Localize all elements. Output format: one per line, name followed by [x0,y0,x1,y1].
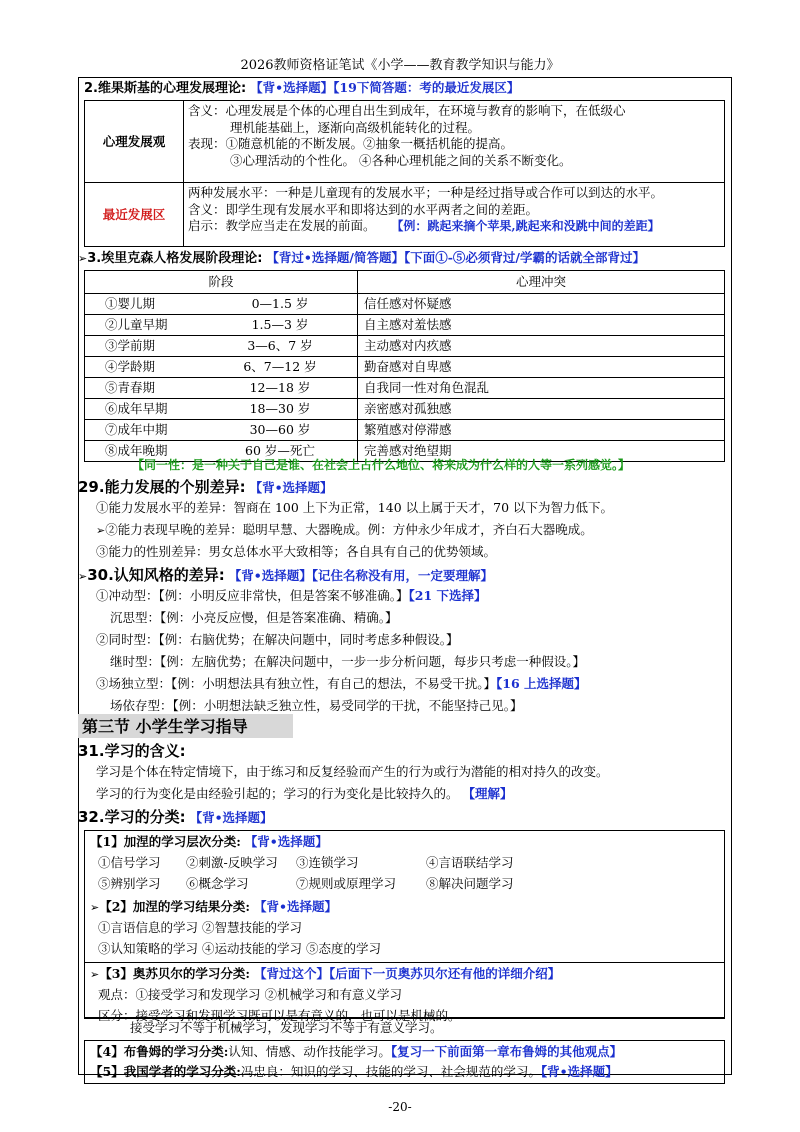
stage-name: ⑥成年早期 [105,401,168,417]
erikson-heading: ➢3.埃里克森人格发展阶段理论: 【背过•选择题/简答题】【下面①-⑤必须背过/学霸的话就全部背过】 [78,250,645,266]
stage-age: 6、7—12 岁 [243,359,317,375]
arrow-icon: ➢ [78,570,88,583]
ability-line-2: ➢②能力表现早晚的差异：聪明早慧、大器晚成。例：方仲永少年成才，齐白石大器晚成。 [96,522,593,537]
ausubel-line-1: 观点：①接受学习和发现学习 ②机械学习和有意义学习 [98,987,402,1002]
stage-cell [85,315,358,336]
dependent-line: 场依存型：【例：小明想法缺乏独立性，易受同学的干扰，不能坚持己见。】 [110,698,523,713]
divider [84,1018,725,1019]
table-row [85,315,725,336]
gagne1-item-5: ⑤辨别学习 [98,876,161,891]
learning-def-heading: 31.学习的含义: [78,742,186,760]
independent-line: ③场独立型：【例：小明想法具有独立性，有自己的想法，不易受干扰。】【16 上选择题】 [96,676,587,691]
ability-line-1: ①能力发展水平的差异：智商在 100 上下为正常，140 以上属于天才，70 以下为智力低下。 [96,500,614,515]
col-stage: 阶段 [85,271,358,294]
stage-name: ⑦成年中期 [105,422,168,438]
ausubel-heading: ➢【3】奥苏贝尔的学习分类: 【背过这个】【后面下一页奥苏贝尔还有他的详细介绍】 [90,966,561,981]
section-title: 第三节 小学生学习指导 [82,717,248,736]
stage-cell [85,336,358,357]
stage-name: ②儿童早期 [105,317,168,333]
learning-def-line-2: 学习的行为变化是由经验引起的；学习的行为变化是比较持久的。 【理解】 [96,786,513,801]
ability-heading: 29.能力发展的个别差异: 【背•选择题】 [78,478,333,496]
stage-name: ③学前期 [105,338,156,354]
stage-age: 1.5—3 岁 [251,317,309,333]
gagne1-item-4: ④言语联结学习 [426,855,514,870]
vygotsky-heading: 2.维果斯基的心理发展理论: 【背•选择题】【19下简答题：考的最近发展区】 [84,80,520,96]
col-conflict: 心理冲突 [358,271,725,294]
stage-age: 18—30 岁 [249,401,311,417]
gagne2-heading: ➢【2】加涅的学习结果分类: 【背•选择题】 [90,899,338,914]
arrow-icon: ➢ [78,252,88,265]
reflective-line: 沉思型：【例：小亮反应慢，但是答案准确、精确。】 [110,610,398,625]
block1-label-cell: 心理发展观 [85,101,184,183]
stage-name: ⑧成年晚期 [105,443,168,459]
ability-line-3: ③能力的性别差异：男女总体水平大致相等；各自具有自己的优势领域。 [96,544,497,559]
stage-age: 30—60 岁 [249,422,311,438]
ausubel-line-3: 接受学习不等于机械学习，发现学习不等于有意义学习。 [130,1020,443,1035]
stage-age: 0—1.5 岁 [251,296,309,312]
gagne1-item-6: ⑥概念学习 [186,876,249,891]
arrow-icon: ➢ [90,968,100,981]
conflict-cell: 自我同一性对角色混乱 [358,378,725,399]
conflict-cell: 勤奋感对自卑感 [358,357,725,378]
table-row [85,378,725,399]
table-row [85,336,725,357]
simultaneous-line: ②同时型：【例：右脑优势；在解决问题中，同时考虑多种假设。】 [96,632,459,647]
stage-name: ①婴儿期 [105,296,156,312]
arrow-icon: ➢ [96,524,106,537]
gagne1-heading: 【1】加涅的学习层次分类: 【背•选择题】 [90,834,328,849]
identity-note: 【同一性：是一种关于自己是谁、在社会上占什么地位、将来成为什么样的人等一系列感觉。】 [132,458,631,472]
arrow-icon: ➢ [90,901,100,914]
table-row [85,420,725,441]
stage-cell [85,357,358,378]
conflict-cell: 信任感对怀疑感 [358,294,725,315]
successive-line: 继时型：【例：左脑优势；在解决问题中，一步一步分析问题，每步只考虑一种假设。】 [110,654,586,669]
conflict-cell: 主动感对内疚感 [358,336,725,357]
ausubel-line-2: 区分：接受学习和发现学习既可以是有意义的，也可以是机械的。 [98,1008,461,1023]
gagne1-item-3: ③连锁学习 [296,855,359,870]
stage-cell [85,420,358,441]
stage-age: 12—18 岁 [249,380,311,396]
block2-content: 两种发展水平：一种是儿童现有的发展水平；一种是经过指导或合作可以到达的水平。 含义：即学生现有发展水平和即将达到的水平两者之间的差距。 启示：教学应当走在发展的前面。 【例：跳起来摘个苹果,跳起来和没跳中间的差距】 [184,183,725,247]
conflict-cell: 繁殖感对停滞感 [358,420,725,441]
block1-content: 含义：心理发展是个体的心理自出生到成年，在环境与教育的影响下，在低级心 理机能基础上，逐渐向高级机能转化的过程。 表现：①随意机能的不断发展。②抽象一概括机能的提高。 ③心理活动的个性化。 ④各种心理机能之间的关系不断变化。 [184,101,725,183]
impulsive-line: ①冲动型：【例：小明反应非常快，但是答案不够准确。】【21 下选择】 [96,588,487,603]
cognitive-heading: ➢30.认知风格的差异: 【背•选择题】【记住名称没有用，一定要理解】 [78,566,494,584]
stage-age: 60 岁—死亡 [245,443,315,459]
gagne2-row-2: ③认知策略的学习 ④运动技能的学习 ⑤态度的学习 [98,941,381,956]
erikson-table [84,270,725,462]
learning-def-line-1: 学习是个体在特定情境下，由于练习和反复经验而产生的行为或行为潜能的相对持久的改变。 [96,764,609,779]
china-line: 【5】我国学者的学习分类:冯忠良：知识的学习、技能的学习、社会规范的学习。【背•选择题】 [90,1064,618,1079]
conflict-cell: 亲密感对孤独感 [358,399,725,420]
gagne1-item-7: ⑦规则或原理学习 [296,876,397,891]
stage-name: ⑤青春期 [105,380,156,396]
conflict-cell: 完善感对绝望期 [358,441,725,462]
divider [84,962,725,963]
stage-cell [85,378,358,399]
stage-cell [85,399,358,420]
bloom-line: 【4】布鲁姆的学习分类:认知、情感、动作技能学习。【复习一下前面第一章布鲁姆的其他观点】 [90,1044,623,1059]
vygotsky-table [84,100,725,247]
page-number: -20- [388,1100,412,1114]
gagne1-item-2: ②刺激-反映学习 [186,855,278,870]
gagne1-item-8: ⑧解决问题学习 [426,876,514,891]
page-header: 2026教师资格证笔试《小学——教育教学知识与能力》 [240,58,560,73]
block2-label-cell: 最近发展区 [85,183,184,247]
learning-class-heading: 32.学习的分类: 【背•选择题】 [78,808,273,826]
gagne1-item-1: ①信号学习 [98,855,161,870]
stage-name: ④学龄期 [105,359,156,375]
stage-cell [85,294,358,315]
table-row [85,357,725,378]
stage-age: 3—6、7 岁 [247,338,313,354]
table-row [85,294,725,315]
gagne2-row-1: ①言语信息的学习 ②智慧技能的学习 [98,920,302,935]
table-row [85,399,725,420]
conflict-cell: 自主感对羞怯感 [358,315,725,336]
